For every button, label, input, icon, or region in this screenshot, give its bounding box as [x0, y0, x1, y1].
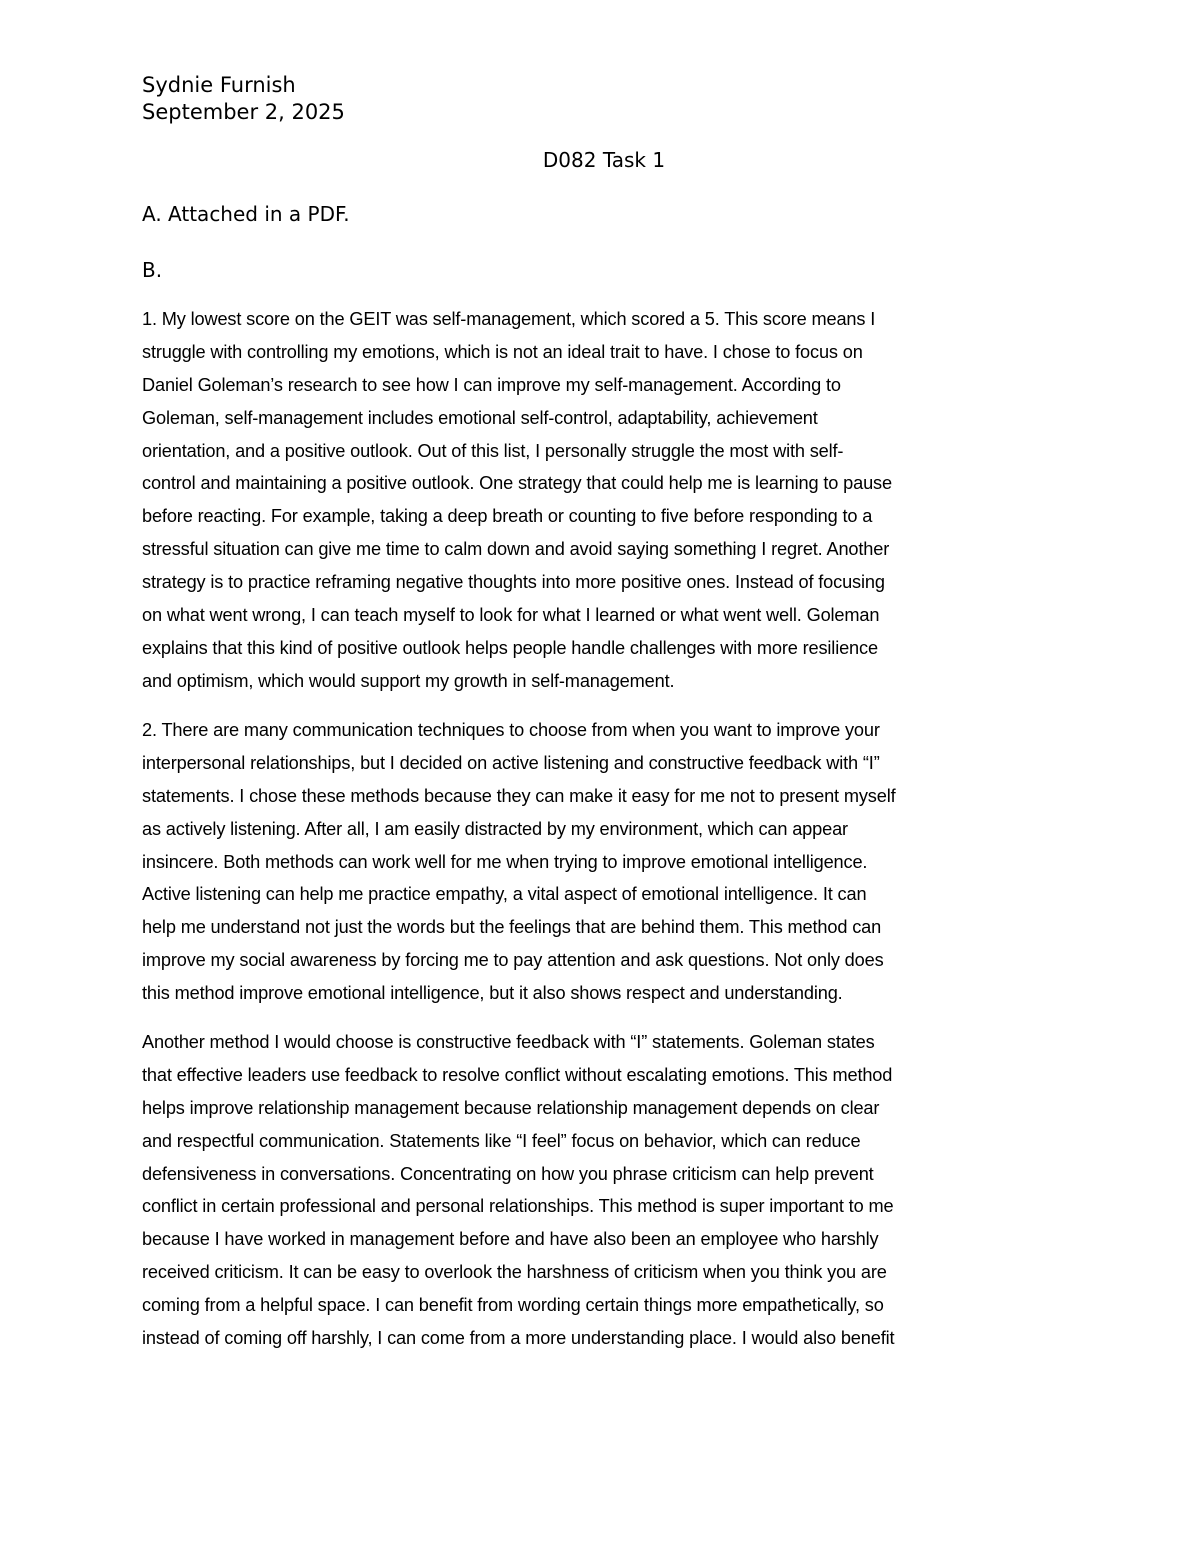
- paragraph-line: interpersonal relationships, but I decided on active listening and constructive feedback with “I”: [142, 752, 880, 773]
- document-title-text: D082 Task 1: [542, 148, 666, 172]
- paragraph-line: Goleman, self-management includes emotional self-control, adaptability, achievement: [142, 407, 818, 428]
- paragraph-line: Active listening can help me practice empathy, a vital aspect of emotional intelligence. It can: [142, 884, 867, 905]
- paragraph-1: [142, 303, 892, 698]
- paragraph-line: defensiveness in conversations. Concentrating on how you phrase criticism can help prevent: [142, 1163, 874, 1184]
- paragraph-line: and optimism, which would support my growth in self-management.: [142, 670, 675, 691]
- paragraph-line: conflict in certain professional and personal relationships. This method is super important to me: [142, 1196, 894, 1217]
- paragraph-line: this method improve emotional intelligence, but it also shows respect and understanding.: [142, 983, 843, 1004]
- paragraph-line: 2. There are many communication techniques to choose from when you want to improve your: [142, 720, 880, 740]
- paragraph-line: as actively listening. After all, I am easily distracted by my environment, which can appear: [142, 818, 848, 839]
- paragraph-line: because I have worked in management before and have also been an employee who harshly: [142, 1229, 879, 1250]
- paragraph-line: instead of coming off harshly, I can come from a more understanding place. I would also benefit: [142, 1328, 895, 1349]
- paragraph-line: Another method I would choose is constructive feedback with “I” statements. Goleman states: [142, 1032, 875, 1052]
- paragraph-line: help me understand not just the words but the feelings that are behind them. This method can: [142, 917, 882, 938]
- document-date: September 2, 2025: [142, 100, 345, 124]
- paragraph-line: on what went wrong, I can teach myself to look for what I learned or what went well. Goleman: [142, 605, 880, 626]
- paragraph-line: received criticism. It can be easy to overlook the harshness of criticism when you think you are: [142, 1262, 887, 1283]
- document-title: [0, 146, 1200, 174]
- paragraph-line: struggle with controlling my emotions, which is not an ideal trait to have. I chose to focus on: [142, 341, 863, 362]
- paragraph-line: Daniel Goleman’s research to see how I can improve my self-management. According to: [142, 374, 841, 395]
- section-a-heading: A. Attached in a PDF.: [142, 202, 350, 226]
- paragraph-line: before reacting. For example, taking a deep breath or counting to five before responding to a: [142, 506, 873, 527]
- paragraph-line: coming from a helpful space. I can benefit from wording certain things more empathetically, so: [142, 1295, 884, 1316]
- paragraph-line: insincere. Both methods can work well for me when trying to improve emotional intelligence.: [142, 851, 868, 872]
- paragraph-line: control and maintaining a positive outlook. One strategy that could help me is learning to pause: [142, 473, 892, 494]
- paragraph-line: 1. My lowest score on the GEIT was self-management, which scored a 5. This score means I: [142, 309, 876, 329]
- paragraph-line: helps improve relationship management because relationship management depends on clear: [142, 1097, 880, 1118]
- author-name: Sydnie Furnish: [142, 73, 296, 97]
- paragraph-2: [142, 714, 896, 1010]
- paragraph-line: strategy is to practice reframing negative thoughts into more positive ones. Instead of focusing: [142, 572, 885, 593]
- paragraph-line: and respectful communication. Statements like “I feel” focus on behavior, which can reduce: [142, 1130, 861, 1151]
- paragraph-line: orientation, and a positive outlook. Out of this list, I personally struggle the most with self-: [142, 440, 844, 461]
- paragraph-line: stressful situation can give me time to calm down and avoid saying something I regret. Another: [142, 539, 890, 560]
- section-b-heading: B.: [142, 258, 163, 282]
- paragraph-line: improve my social awareness by forcing me to pay attention and ask questions. Not only does: [142, 950, 884, 971]
- paragraph-line: that effective leaders use feedback to resolve conflict without escalating emotions. This method: [142, 1064, 893, 1085]
- paragraph-line: explains that this kind of positive outlook helps people handle challenges with more resilience: [142, 637, 878, 658]
- paragraph-3: [142, 1026, 894, 1355]
- paragraph-line: statements. I chose these methods because they can make it easy for me not to present myself: [142, 785, 896, 806]
